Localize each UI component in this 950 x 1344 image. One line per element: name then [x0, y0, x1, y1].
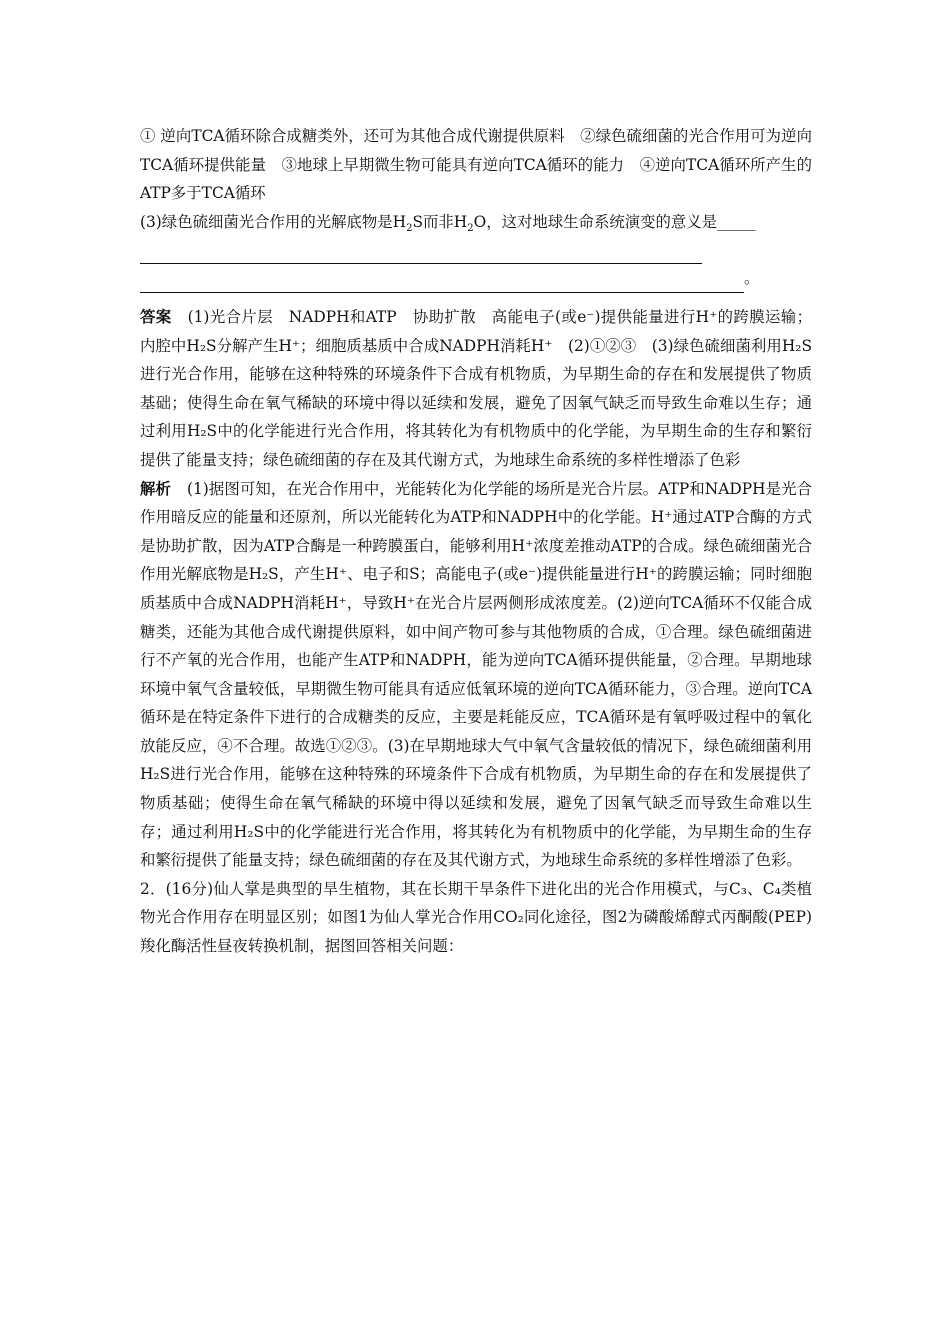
q3-mid: S而非H: [412, 212, 468, 231]
q3-prefix: (3)绿色硫细菌光合作用的光解底物是H: [140, 212, 407, 231]
answer-blank-line-1[interactable]: [140, 236, 702, 264]
document-body: [140, 122, 812, 961]
q2-options: ① 逆向TCA循环除合成糖类外，还可为其他合成代谢提供原料 ②绿色硫细菌的光合作用可为逆向TCA循环提供能量 ③地球上早期微生物可能具有逆向TCA循环的能力 ④逆向TCA循环所产生的ATP多于TCA循环: [140, 127, 812, 203]
analysis-block: [140, 475, 812, 875]
analysis-text: (1)据图可知，在光合作用中，光能转化为化学能的场所是光合片层。ATP和NADPH是光合作用暗反应的能量和还原剂，所以光能转化为ATP和NADPH中的化学能。H⁺通过ATP合酶的方式是协助扩散，因为ATP合酶是一种跨膜蛋白，能够利用H⁺浓度差推动ATP的合成。绿色硫细菌光合作用光解底物是H₂S，产生H⁺、电子和S；高能电子(或e⁻)提供能量进行H⁺的跨膜运输；同时细胞质基质中合成NADPH消耗H⁺，导致H⁺在光合片层两侧形成浓度差。(2)逆向TCA循环不仅能合成糖类，还能为其他合成代谢提供原料，如中间产物可参与其他物质的合成，①合理。绿色硫细菌进行不产氧的光合作用，也能产生ATP和NADPH，能为逆向TCA循环提供能量，②合理。早期地球环境中氧气含量较低，早期微生物可能具有适应低氧环境的逆向TCA循环能力，③合理。逆向TCA循环是在特定条件下进行的合成糖类的反应，主要是耗能反应，TCA循环是有氧呼吸过程中的氧化放能反应，④不合理。故选①②③。(3)在早期地球大气中氧气含量较低的情况下，绿色硫细菌利用H₂S进行光合作用，能够在这种特殊的环境条件下合成有机物质，为早期生命的存在和发展提供了物质基础；使得生命在氧气稀缺的环境中得以延续和发展，避免了因氧气缺乏而导致生命难以生存；通过利用H₂S中的化学能进行光合作用，将其转化为有机物质中的化学能，为早期生命的生存和繁衍提供了能量支持；绿色硫细菌的存在及其代谢方式，为地球生命系统的多样性增添了色彩。: [140, 479, 812, 870]
h2s-subscript: 2: [406, 222, 413, 234]
h2o-subscript: 2: [467, 222, 474, 234]
analysis-label: 解析: [140, 479, 171, 498]
next-question: 2．(16分)仙人掌是典型的旱生植物，其在长期干旱条件下进化出的光合作用模式，与C₃、C₄类植物光合作用存在明显区别；如图1为仙人掌光合作用CO₂同化途径，图2为磷酸烯醇式丙酮酸(PEP)羧化酶活性昼夜转换机制，据图回答相关问题：: [140, 879, 812, 956]
answer-block: [140, 303, 812, 475]
q3-end-mark: 。: [744, 269, 760, 288]
answer-label: 答案: [140, 307, 172, 326]
q3-suffix: O，这对地球生命系统演变的意义是_____: [473, 212, 756, 231]
q3-prompt: [140, 208, 812, 237]
answer-text: (1)光合片层 NADPH和ATP 协助扩散 高能电子(或e⁻)提供能量进行H⁺的跨膜运输；内腔中H₂S分解产生H⁺；细胞质基质中合成NADPH消耗H⁺ (2)①②③ (3)绿色硫细菌利用H₂S进行光合作用，能够在这种特殊的环境条件下合成有机物质，为早期生命的存在和发展提供了物质基础；使得生命在氧气稀缺的环境中得以延续和发展，避免了因氧气缺乏而导致生命难以生存；通过利用H₂S中的化学能进行光合作用，将其转化为有机物质中的化学能，为早期生命的生存和繁衍提供了能量支持；绿色硫细菌的存在及其代谢方式，为地球生命系统的多样性增添了色彩: [140, 307, 812, 469]
answer-blank-line-2[interactable]: [140, 264, 812, 293]
